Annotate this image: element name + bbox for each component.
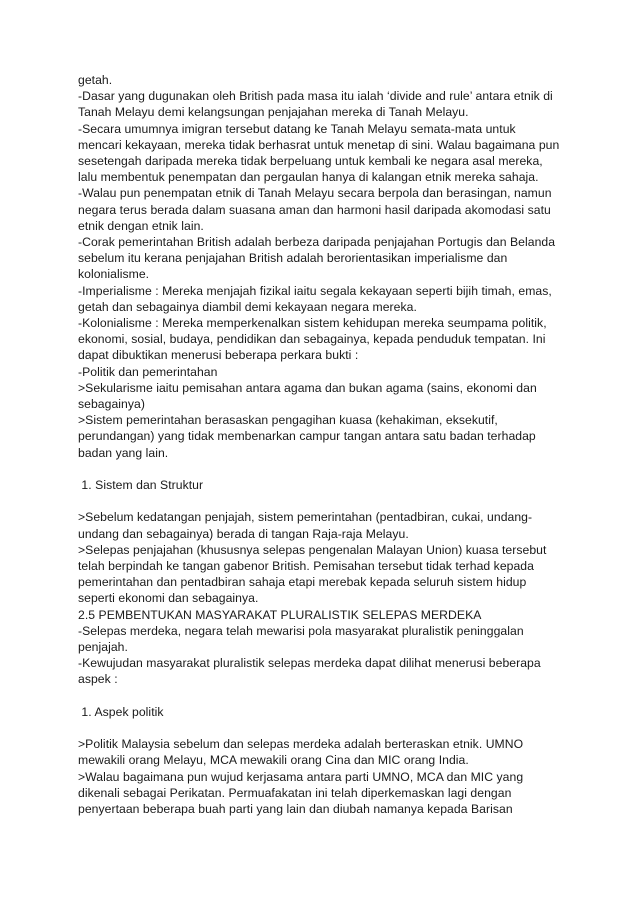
text-line: seperti ekonomi dan sebagainya. — [78, 591, 259, 606]
blank-line — [78, 720, 578, 736]
text-line: pemerintahan dan pentadbiran sahaja etapi merebak kepada seluruh sistem hidup — [78, 575, 527, 590]
text-line: >Sistem pemerintahan berasaskan pengagihan kuasa (kehakiman, eksekutif, — [78, 413, 498, 428]
text-line: undang dan sebagainya) berada di tangan Raja-raja Melayu. — [78, 526, 409, 541]
text-line: -Selepas merdeka, negara telah mewarisi pola masyarakat pluralistik peninggalan — [78, 623, 524, 638]
text-line: -Walau pun penempatan etnik di Tanah Melayu secara berpola dan berasingan, namun — [78, 186, 552, 201]
text-line: perundangan) yang tidak membenarkan campur tangan antara satu badan terhadap — [78, 429, 536, 444]
blank-line — [78, 493, 578, 509]
text-line: penyertaan beberapa buah parti yang lain dan diubah namanya kepada Barisan — [78, 802, 513, 817]
document-body — [78, 72, 578, 817]
text-line: negara terus berada dalam suasana aman dan harmoni hasil daripada akomodasi satu — [78, 202, 551, 217]
text-line: >Politik Malaysia sebelum dan selepas merdeka adalah berteraskan etnik. UMNO — [78, 737, 524, 752]
text-line: >Selepas penjajahan (khususnya selepas pengenalan Malayan Union) kuasa tersebut — [78, 542, 547, 557]
text-line: getah. — [78, 73, 113, 87]
text-line: telah berpindah ke tangan gabenor British. Pemisahan tersebut tidak terhad kepada — [78, 559, 534, 574]
text-line: sebagainya) — [78, 397, 145, 412]
text-line: -Kewujudan masyarakat pluralistik selepas merdeka dapat dilihat menerusi beberapa — [78, 656, 541, 671]
text-line: kolonialisme. — [78, 267, 150, 282]
text-line: dikenali sebagai Perikatan. Permuafakatan ini telah diperkemaskan lagi dengan — [78, 785, 512, 800]
text-line: -Corak pemerintahan British adalah berbeza daripada penjajahan Portugis dan Belanda — [78, 235, 556, 250]
text-line: mencari kekayaan, mereka tidak berhasrat untuk menetap di sini. Walau bagaimana pun — [78, 137, 560, 152]
text-line: getah dan sebagainya diambil demi kekayaan negara mereka. — [78, 299, 417, 314]
text-line: ekonomi, sosial, budaya, pendidikan dan sebagainya, kepada penduduk tempatan. Ini — [78, 332, 546, 347]
text-line: etnik dengan etnik lain. — [78, 218, 204, 233]
blank-line — [78, 461, 578, 477]
section-heading-sistem-dan-struktur: 1. Sistem dan Struktur — [78, 478, 204, 493]
text-line: -Kolonialisme : Mereka memperkenalkan sistem kehidupan mereka seumpama politik, — [78, 316, 547, 331]
blank-line — [78, 688, 578, 704]
text-line: mewakili orang Melayu, MCA mewakili orang Cina dan MIC orang India. — [78, 753, 469, 768]
text-line: >Walau bagaimana pun wujud kerjasama antara parti UMNO, MCA dan MIC yang — [78, 769, 524, 784]
text-line: -Dasar yang dugunakan oleh British pada masa itu ialah ‘divide and rule’ antara etnik di — [78, 89, 553, 104]
text-line: lalu membentuk penempatan dan pergaulan hanya di kalangan etnik mereka sahaja. — [78, 170, 539, 185]
text-line: penjajah. — [78, 640, 128, 655]
text-line: -Politik dan pemerintahan — [78, 364, 218, 379]
text-line: badan yang lain. — [78, 445, 169, 460]
section-heading-pembentukan: 2.5 PEMBENTUKAN MASYARAKAT PLURALISTIK SELEPAS MERDEKA — [78, 607, 482, 622]
text-line: Tanah Melayu demi kelangsungan penjajahan mereka di Tanah Melayu. — [78, 105, 469, 120]
text-line: >Sekularisme iaitu pemisahan antara agama dan bukan agama (sains, ekonomi dan — [78, 380, 537, 395]
text-line: -Secara umumnya imigran tersebut datang ke Tanah Melayu semata-mata untuk — [78, 121, 516, 136]
text-line: >Sebelum kedatangan penjajah, sistem pemerintahan (pentadbiran, cukai, undang- — [78, 510, 533, 525]
text-line: dapat dibuktikan menerusi beberapa perkara bukti : — [78, 348, 359, 363]
text-line: sesetengah daripada mereka tidak berpeluang untuk kembali ke negara asal mereka, — [78, 154, 543, 169]
text-line: -Imperialisme : Mereka menjajah fizikal iaitu segala kekayaan seperti bijih timah, emas, — [78, 283, 552, 298]
text-line: sebelum itu kerana penjajahan British adalah berorientasikan imperialisme dan — [78, 251, 508, 266]
text-line: aspek : — [78, 672, 118, 687]
section-heading-aspek-politik: 1. Aspek politik — [78, 704, 164, 719]
